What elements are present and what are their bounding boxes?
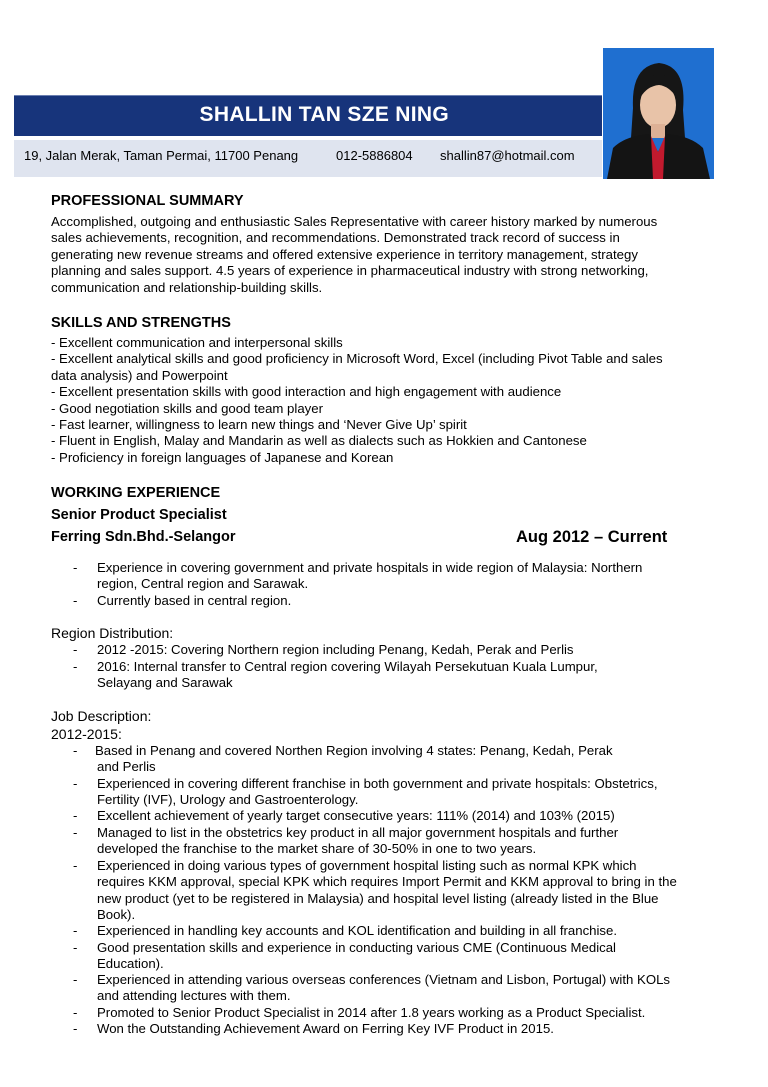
skill-item: - Excellent analytical skills and good proficiency in Microsoft Word, Excel (including Pivot Table and sales	[51, 351, 663, 367]
address: 19, Jalan Merak, Taman Permai, 11700 Penang	[24, 148, 299, 163]
skill-item: - Proficiency in foreign languages of Japanese and Korean	[51, 449, 394, 465]
summary-text	[51, 214, 731, 296]
skills-heading: SKILLS AND STRENGTHS	[51, 315, 231, 331]
phone: 012-5886804	[336, 148, 413, 163]
email: shallin87@hotmail.com	[440, 148, 575, 163]
profile-photo	[603, 48, 714, 179]
job-title: Senior Product Specialist	[51, 507, 227, 523]
experience-heading: WORKING EXPERIENCE	[51, 485, 221, 501]
summary-line: planning and sales support. 4.5 years of experience in pharmaceutical industry with strong networking,	[51, 263, 649, 279]
candidate-name: SHALLIN TAN SZE NING	[199, 103, 449, 126]
company-name: Ferring Sdn.Bhd.-Selangor	[51, 529, 236, 545]
job-year: 2012-2015:	[51, 726, 122, 742]
summary-line: Accomplished, outgoing and enthusiastic Sales Representative with career history marked by numerous	[51, 214, 658, 229]
summary-line: sales achievements, recognition, and recommendations. Demonstrated track record of success in	[51, 230, 620, 246]
region-label: Region Distribution:	[51, 625, 174, 641]
skill-item: - Good negotiation skills and good team player	[51, 400, 323, 416]
portrait-image	[603, 48, 714, 179]
skill-item: - Excellent presentation skills with good interaction and high engagement with audience	[51, 384, 562, 400]
summary-heading: PROFESSIONAL SUMMARY	[51, 193, 244, 209]
employment-period: Aug 2012 – Current	[516, 528, 668, 546]
skill-item: - Fluent in English, Malay and Mandarin as well as dialects such as Hokkien and Cantonese	[51, 433, 587, 449]
skill-item: - Excellent communication and interpersonal skills	[51, 335, 343, 350]
summary-line: generating new revenue streams and offered extensive experience in territory management, strategy	[51, 246, 638, 262]
skill-item: - Fast learner, willingness to learn new things and ‘Never Give Up’ spirit	[51, 417, 467, 433]
name-banner	[14, 95, 602, 136]
job-description-label: Job Description:	[51, 708, 152, 724]
skill-item: data analysis) and Powerpoint	[51, 367, 228, 383]
contact-bar	[14, 140, 602, 177]
summary-line: communication and relationship-building skills.	[51, 279, 323, 295]
skills-list	[51, 335, 731, 466]
